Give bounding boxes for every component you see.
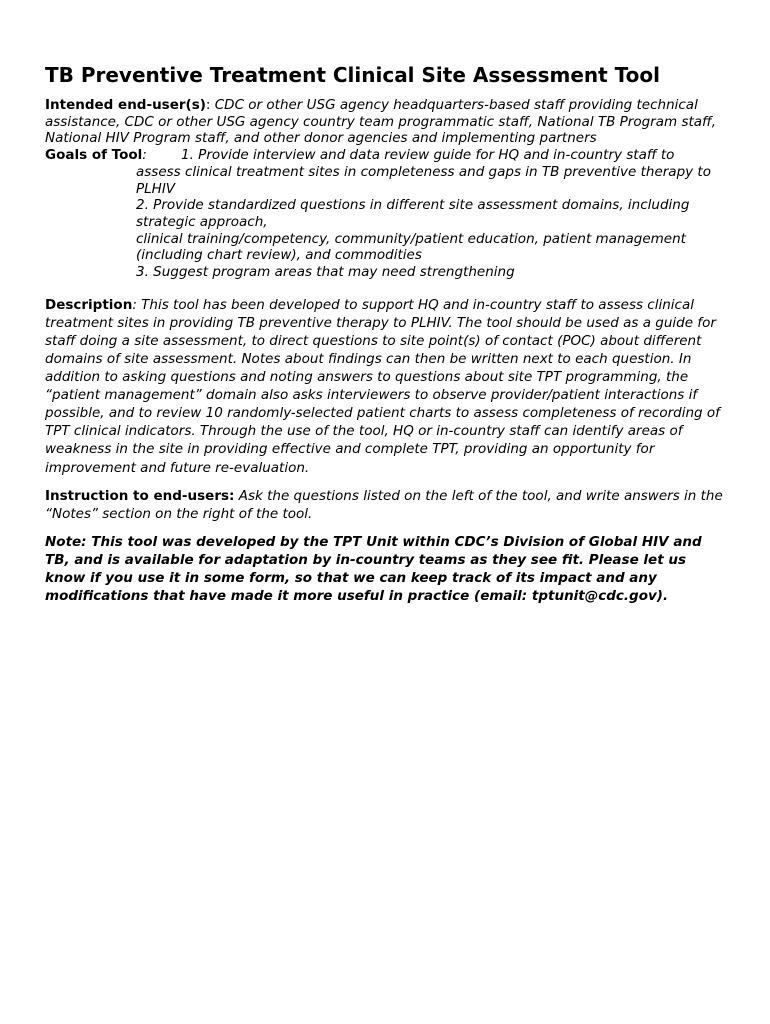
goals-colon: :	[142, 147, 147, 164]
description-paragraph	[45, 296, 725, 477]
note-paragraph: Note: This tool was developed by the TPT Unit within CDC’s Division of Global HIV and TB, and is available for adaptation by in-country teams as they see fit. Please let us know if you use it in some form, so that we can keep track of its impact and any modifications that have made it more useful in practice (email: tptunit@cdc.gov).	[45, 533, 702, 604]
instruction-label: Instruction to end-users:	[45, 487, 235, 504]
goal-2-first-line: 2. Provide standardized questions in different site assessment domains, including strategic approach,	[136, 197, 690, 230]
goals-label: Goals of Tool	[45, 147, 143, 164]
goals-first-line	[45, 147, 725, 164]
description-colon: :	[132, 296, 142, 313]
instruction-text: Ask the questions listed on the left of the tool, and write answers in the “Notes” section on the right of the tool.	[45, 487, 723, 522]
goal-1-first-line: 1. Provide interview and data review guide for HQ and in-country staff to	[181, 147, 675, 164]
goals-label-wrap	[45, 147, 181, 164]
instruction-paragraph	[45, 487, 725, 523]
intended-users-label: Intended end-user(s)	[45, 97, 206, 113]
goal-3: 3. Suggest program areas that may need strengthening	[136, 264, 515, 281]
description-label: Description	[45, 296, 133, 313]
intended-users-paragraph	[45, 97, 725, 147]
description-text: This tool has been developed to support HQ and in-country staff to assess clinical treatment sites in providing TB preventive therapy to PLHIV. The tool should be used as a guide for staff doing a site assessment, to direct questions to site point(s) of contact (POC) about different domains of site assessment. Notes about findings can then be written next to each question. In addition to asking questions and noting answers to questions about site TPT programming, the “patient management” domain also asks interviewers to observe provider/patient interactions if possible, and to review 10 randomly-selected patient charts to assess completeness of recording of TPT clinical indicators. Through the use of the tool, HQ or in-country staff can identify areas of weakness in the site in providing effective and complete TPT, providing an opportunity for improvement and future re-evaluation.	[45, 296, 720, 476]
document-page	[45, 61, 725, 605]
intended-users-text: CDC or other USG agency headquarters-based staff providing technical assistance, CDC or other USG agency country team programmatic staff, National TB Program staff, National HIV Program staff, and other donor agencies and implementing partners	[45, 97, 717, 147]
goals-section	[45, 147, 725, 281]
intended-users-colon: :	[205, 97, 215, 113]
page-title: TB Preventive Treatment Clinical Site Assessment Tool	[45, 63, 660, 87]
goal-1-continued: assess clinical treatment sites in completeness and gaps in TB preventive therapy to PLHIV	[136, 163, 711, 197]
goal-2-continued: clinical training/competency, community/patient education, patient management (including chart review), and commodities	[136, 230, 686, 264]
